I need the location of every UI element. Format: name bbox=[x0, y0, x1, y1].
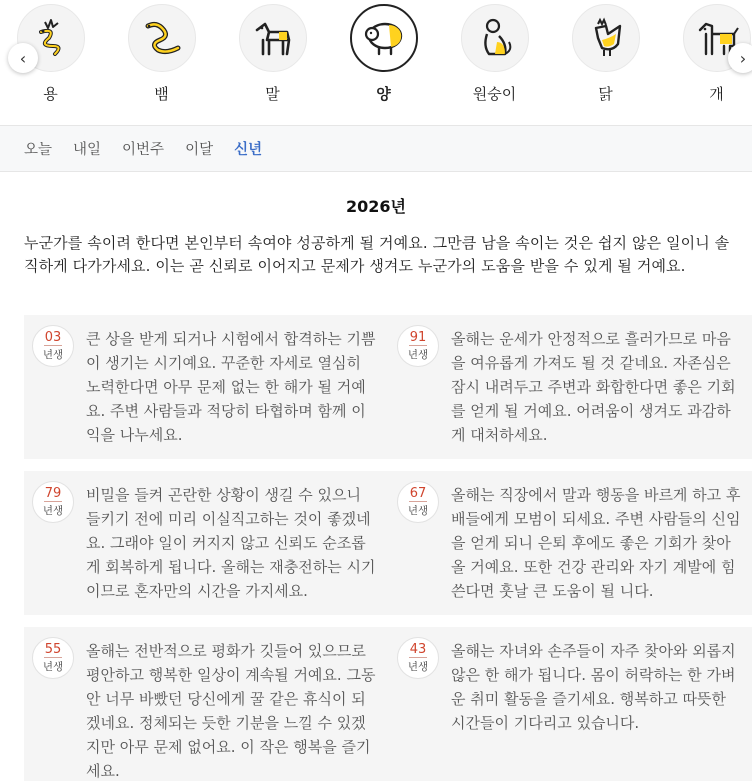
chevron-right-icon: › bbox=[739, 48, 747, 68]
birth-year-grid bbox=[24, 315, 752, 781]
rooster-icon bbox=[572, 4, 640, 72]
zodiac-carousel bbox=[0, 0, 752, 126]
grid-row bbox=[24, 627, 752, 781]
snake-icon bbox=[128, 4, 196, 72]
birth-year-text: 올해는 직장에서 말과 행동을 바르게 하고 후배들에게 모범이 되세요. 주변 사람들의 신임을 얻게 되니 은퇴 후에도 좋은 기회가 찾아올 거예요. 또한 건강 관리와 자기 계발에 힘쓴다면 훗날 큰 도움이 될 니다. bbox=[451, 486, 741, 600]
tab-this-month[interactable]: 이달 bbox=[185, 142, 214, 158]
birth-year-number: 43 bbox=[409, 641, 427, 657]
birth-year-item bbox=[389, 627, 752, 781]
zodiac-label: 말 bbox=[265, 85, 280, 103]
birth-year-item bbox=[24, 315, 389, 459]
birth-year-suffix: 년생 bbox=[42, 660, 64, 673]
zodiac-item-snake[interactable] bbox=[106, 4, 217, 105]
birth-year-suffix: 년생 bbox=[407, 348, 429, 361]
zodiac-label: 용 bbox=[43, 85, 58, 103]
period-tabs bbox=[0, 126, 752, 172]
birth-year-item bbox=[24, 471, 389, 615]
birth-year-number: 67 bbox=[409, 485, 427, 501]
zodiac-label: 뱀 bbox=[154, 85, 169, 103]
birth-year-badge bbox=[397, 481, 439, 523]
birth-year-text: 올해는 운세가 안정적으로 흘러가므로 마음을 여유롭게 가져도 될 것 같네요. 자존심은 잠시 내려두고 주변과 화합한다면 좋은 기회를 얻게 될 거예요. 어려움이 생겨도 과감하게 대처하세요. bbox=[451, 330, 736, 444]
grid-row bbox=[24, 315, 752, 459]
sheep-icon bbox=[350, 4, 418, 72]
birth-year-item bbox=[389, 315, 752, 459]
birth-year-badge bbox=[397, 637, 439, 679]
birth-year-item bbox=[389, 471, 752, 615]
zodiac-list bbox=[0, 4, 752, 105]
tab-tomorrow[interactable]: 내일 bbox=[73, 142, 102, 158]
tab-new-year[interactable]: 신년 bbox=[234, 142, 263, 158]
birth-year-number: 03 bbox=[44, 329, 62, 345]
zodiac-label: 원숭이 bbox=[472, 85, 517, 103]
birth-year-suffix: 년생 bbox=[407, 660, 429, 673]
birth-year-suffix: 년생 bbox=[407, 504, 429, 517]
tab-today[interactable]: 오늘 bbox=[24, 142, 53, 158]
chevron-left-icon: ‹ bbox=[19, 48, 27, 68]
zodiac-item-sheep[interactable] bbox=[328, 4, 439, 105]
zodiac-item-horse[interactable] bbox=[217, 4, 328, 105]
birth-year-badge bbox=[32, 325, 74, 367]
zodiac-label: 닭 bbox=[598, 85, 613, 103]
birth-year-number: 91 bbox=[409, 329, 427, 345]
birth-year-text: 큰 상을 받게 되거나 시험에서 합격하는 기쁨이 생기는 시기예요. 꾸준한 자세로 열심히 노력한다면 아무 문제 없는 한 해가 될 거예요. 주변 사람들과 적당히 타협하며 함께 이익을 나누세요. bbox=[86, 330, 376, 444]
tab-this-week[interactable]: 이번주 bbox=[122, 142, 165, 158]
zodiac-label: 개 bbox=[709, 85, 724, 103]
birth-year-text: 올해는 자녀와 손주들이 자주 찾아와 외롭지 않은 한 해가 됩니다. 몸이 허락하는 한 가벼운 취미 활동을 즐기세요. 행복하고 따뜻한 시간들이 기다리고 있습니다. bbox=[451, 642, 736, 732]
zodiac-label: 양 bbox=[376, 85, 391, 103]
horse-icon bbox=[239, 4, 307, 72]
zodiac-item-monkey[interactable] bbox=[439, 4, 550, 105]
page-title: 2026년 bbox=[346, 197, 406, 216]
birth-year-badge bbox=[32, 637, 74, 679]
monkey-icon bbox=[461, 4, 529, 72]
zodiac-item-rooster[interactable] bbox=[550, 4, 661, 105]
birth-year-badge bbox=[32, 481, 74, 523]
fortune-summary: 누군가를 속이려 한다면 본인부터 속여야 성공하게 될 거예요. 그만큼 남을 속이는 것은 쉽지 않은 일이니 솔직하게 다가가세요. 이는 곧 신뢰로 이어지고 문제가 생겨도 누군가의 도움을 받을 수 있게 될 거예요. bbox=[24, 234, 730, 275]
birth-year-suffix: 년생 bbox=[42, 348, 64, 361]
birth-year-item bbox=[24, 627, 389, 781]
birth-year-badge bbox=[397, 325, 439, 367]
carousel-prev-button[interactable] bbox=[8, 43, 38, 73]
grid-row bbox=[24, 471, 752, 615]
carousel-next-button[interactable] bbox=[728, 43, 752, 73]
birth-year-text: 올해는 전반적으로 평화가 깃들어 있으므로 평안하고 행복한 일상이 계속될 거예요. 그동안 너무 바빴던 당신에게 꿀 같은 휴식이 되겠네요. 정체되는 듯한 기분을 느낄 수 있겠지만 아무 문제 없어요. 이 작은 행복을 즐기세요. bbox=[86, 642, 376, 780]
birth-year-text: 비밀을 들켜 곤란한 상황이 생길 수 있으니 들키기 전에 미리 이실직고하는 것이 좋겠네요. 그래야 일이 커지지 않고 신뢰도 순조롭게 회복하게 됩니다. 올해는 재충전하는 시기이므로 혼자만의 시간을 가지세요. bbox=[86, 486, 376, 600]
birth-year-suffix: 년생 bbox=[42, 504, 64, 517]
birth-year-number: 79 bbox=[44, 485, 62, 501]
birth-year-number: 55 bbox=[44, 641, 62, 657]
